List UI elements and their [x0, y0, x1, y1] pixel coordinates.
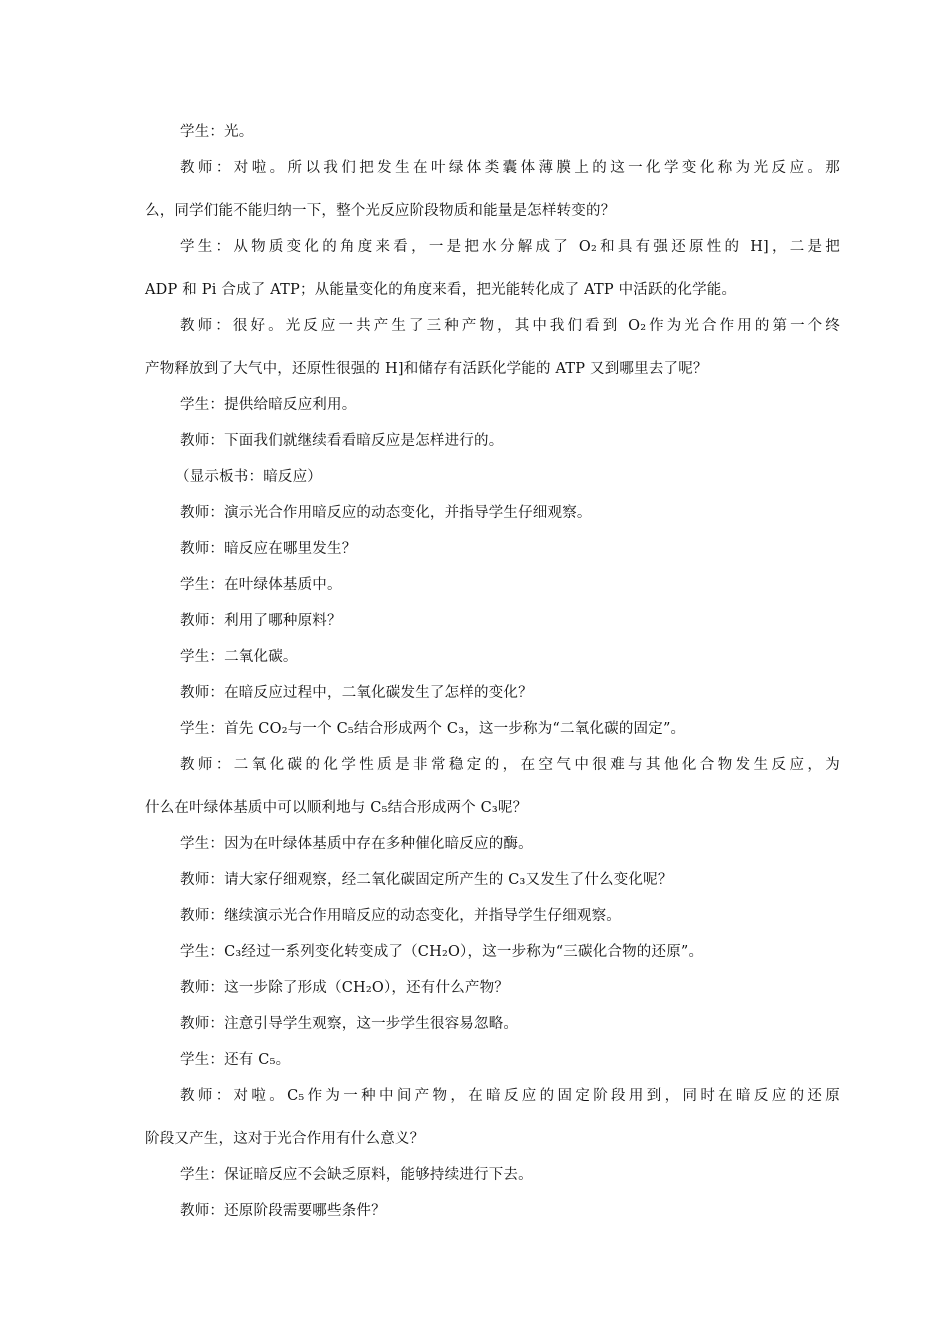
paragraph-line: 学生：因为在叶绿体基质中存在多种催化暗反应的酶。	[180, 836, 533, 852]
document-body	[145, 123, 840, 1220]
paragraph-line: 教师：继续演示光合作用暗反应的动态变化，并指导学生仔细观察。	[180, 908, 621, 924]
paragraph-line: 阶段又产生，这对于光合作用有什么意义？	[145, 1131, 425, 1147]
paragraph-line: 教师：对啦。C₅作为一种中间产物，在暗反应的固定阶段用到，同时在暗反应的还原	[180, 1088, 840, 1104]
paragraph-line: 学生：C₃经过一系列变化转变成了（CH₂O），这一步称为“三碳化合物的还原”。	[180, 944, 704, 960]
paragraph-line: 教师：暗反应在哪里发生？	[180, 541, 357, 557]
paragraph-line: 产物释放到了大气中，还原性很强的 H]和储存有活跃化学能的 ATP 又到哪里去了呢？	[145, 361, 708, 377]
paragraph-line: 教师：注意引导学生观察，这一步学生很容易忽略。	[180, 1016, 519, 1032]
paragraph-line: 学生：二氧化碳。	[180, 649, 298, 665]
paragraph-line: 学生：提供给暗反应利用。	[180, 397, 357, 413]
paragraph-line: 教师：二氧化碳的化学性质是非常稳定的，在空气中很难与其他化合物发生反应，为	[180, 757, 840, 773]
paragraph-line: 教师：演示光合作用暗反应的动态变化，并指导学生仔细观察。	[180, 505, 592, 521]
paragraph-line: 学生：在叶绿体基质中。	[180, 577, 342, 593]
paragraph-line: 教师：在暗反应过程中，二氧化碳发生了怎样的变化？	[180, 685, 533, 701]
paragraph-line: 学生：光。	[180, 124, 254, 140]
paragraph-line: 教师：还原阶段需要哪些条件？	[180, 1203, 386, 1219]
paragraph-line: 什么在叶绿体基质中可以顺利地与 C₅结合形成两个 C₃呢？	[145, 800, 528, 816]
paragraph-line: （显示板书：暗反应）	[175, 469, 322, 485]
paragraph-line: 教师：对啦。所以我们把发生在叶绿体类囊体薄膜上的这一化学变化称为光反应。那	[180, 160, 840, 176]
paragraph-line: 么，同学们能不能归纳一下，整个光反应阶段物质和能量是怎样转变的？	[145, 203, 616, 219]
paragraph-line: 学生：保证暗反应不会缺乏原料，能够持续进行下去。	[180, 1167, 533, 1183]
paragraph-line: 学生：从物质变化的角度来看，一是把水分解成了 O₂和具有强还原性的 H]，二是把	[180, 239, 840, 255]
paragraph-line: 教师：很好。光反应一共产生了三种产物，其中我们看到 O₂作为光合作用的第一个终	[180, 318, 840, 334]
paragraph-line: 教师：请大家仔细观察，经二氧化碳固定所产生的 C₃又发生了什么变化呢？	[180, 872, 673, 888]
paragraph-line: 学生：首先 CO₂与一个 C₅结合形成两个 C₃，这一步称为“二氧化碳的固定”。	[180, 721, 686, 737]
paragraph-line: 教师：利用了哪种原料？	[180, 613, 342, 629]
paragraph-line: 学生：还有 C₅。	[180, 1052, 291, 1068]
paragraph-line: 教师：下面我们就继续看看暗反应是怎样进行的。	[180, 433, 504, 449]
paragraph-line: 教师：这一步除了形成（CH₂O），还有什么产物？	[180, 980, 509, 996]
paragraph-line: ADP 和 Pi 合成了 ATP；从能量变化的角度来看，把光能转化成了 ATP 中活跃的化学能。	[145, 282, 737, 298]
